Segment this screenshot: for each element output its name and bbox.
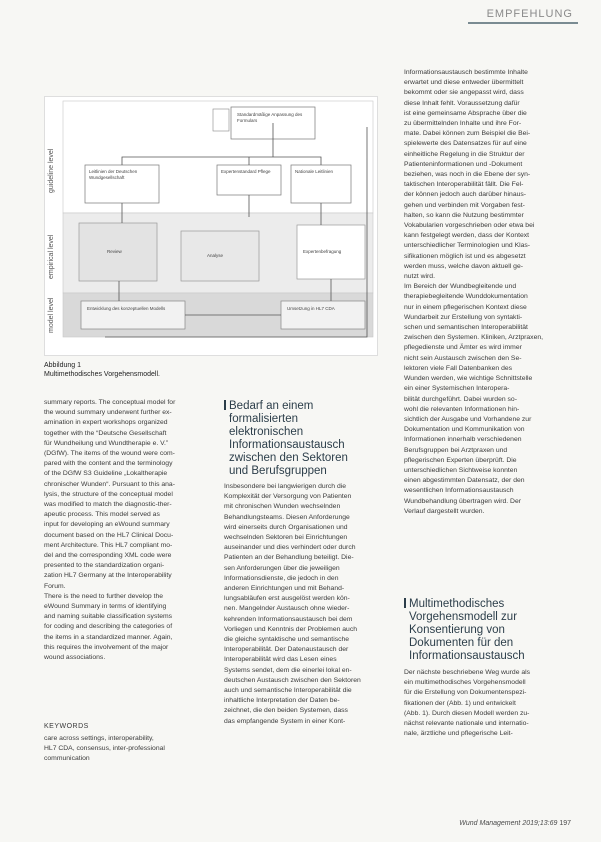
text-line: auseinander und dies verhindert oder durch xyxy=(224,544,356,552)
text-line: mit chronischen Wunden wechselnden xyxy=(224,503,341,511)
left-column xyxy=(44,398,204,663)
heading-line: Informationsaustausch xyxy=(409,650,525,662)
text-line: ein einer Systemischen Interopera- xyxy=(404,385,510,393)
text-line: Informationsaustausch bestimmte Inhalte xyxy=(404,69,528,76)
text-line: presented to the standardization organi- xyxy=(44,562,165,570)
text-line: beziehen, was noch in die Ebene der syn- xyxy=(404,171,531,179)
text-line: pared with the content and the terminology xyxy=(44,460,173,468)
section-heading-bedarf xyxy=(224,400,384,478)
text-line: Wunden werden, wie wichtige Schnittstelle xyxy=(404,375,533,383)
text-line: wound associations. xyxy=(44,654,106,662)
empirical-box-3: Expertenbefragung xyxy=(303,249,342,254)
text-line: schen und semantischen Interoperabilität xyxy=(404,324,528,332)
text-line: Insbesondere bei langwierigen durch die xyxy=(224,483,347,490)
text-line: deutschen Austausch zwischen den Sektoren xyxy=(224,676,361,684)
text-line: zeichnet, die den beiden Systemen, dass xyxy=(224,707,348,715)
text-line: document based on the HL7 Clinical Docu- xyxy=(44,531,174,539)
right-column-top xyxy=(404,68,574,517)
text-line: kann festgelegt werden, dass der Kontext xyxy=(404,232,530,240)
text-line: bilität durchgeführt. Dabei wurden so- xyxy=(404,395,517,403)
text-line: nächst relevante nationale und internatio- xyxy=(404,720,529,728)
text-line: nutzt wird. xyxy=(404,273,435,281)
text-line: wesentlichen Informationsaustausch xyxy=(404,487,514,495)
heading-line: Konsentierung von xyxy=(409,624,505,636)
heading-line: formalisierten xyxy=(229,413,299,425)
level-label-model: model level xyxy=(48,297,55,333)
heading-bar xyxy=(404,598,406,608)
text-line: Vorliegen und Kenntnis der Problemen auch xyxy=(224,625,358,633)
figure-caption-title: Abbildung 1 xyxy=(44,362,81,369)
section-header: EMPFEHLUNG xyxy=(486,8,573,20)
heading-line: Multimethodisches xyxy=(404,598,574,611)
heading-line: Dokumenten für den xyxy=(409,637,514,649)
text-line: together with the “Deutsche Gesellschaft xyxy=(44,429,167,437)
empirical-box-1: Review xyxy=(107,249,122,254)
text-line: unterschiedlicher Terminologien und Klas- xyxy=(404,242,531,250)
section-heading-vorgehensmodell xyxy=(404,598,574,663)
empirical-box-2: Analyse xyxy=(207,253,224,258)
heading-line: Vorgehensmodell zur xyxy=(409,611,518,623)
journal-ref: Wund Management 2019;13:69 xyxy=(459,820,558,827)
level-label-guideline: guideline level xyxy=(48,148,55,193)
top-box-label: Standardmäßige Anpassung des Formulars xyxy=(237,112,303,123)
text-line: Interoperabilität wird das Lesen eines xyxy=(224,656,337,664)
text-line: nur in einem pflegerischen Kontext diese xyxy=(404,303,527,311)
right-column-bottom xyxy=(404,668,574,739)
heading-bar xyxy=(224,400,226,410)
text-line: einheitliche Regelung in die Struktur der xyxy=(404,150,525,158)
text-line: wechselnden Sektoren bei Einrichtungen xyxy=(224,534,348,542)
keyword-line: care across settings, interoperability, xyxy=(44,735,154,742)
keywords-list xyxy=(44,734,204,765)
text-line: Im Bereich der Wundbegleitende und xyxy=(404,283,517,291)
text-line: gehen und verbinden mit Vorgaben fest- xyxy=(404,201,525,209)
text-line: Patienten an der Behandlung beteiligt. Die- xyxy=(224,554,354,562)
heading-line: Informationsaustausch xyxy=(229,439,345,451)
text-line: spielewerte des Datensatzes für auf eine xyxy=(404,140,527,148)
text-line: ment Architecture. This HL7 compliant mo- xyxy=(44,541,173,549)
text-line: bekommt oder sie angepasst wird, dass xyxy=(404,89,524,97)
text-line: (Abb. 1). Durch diesen Modell werden zu- xyxy=(404,709,530,717)
text-line: summary reports. The conceptual model for xyxy=(44,399,176,406)
text-line: There is the need to further develop the xyxy=(44,592,164,600)
middle-column xyxy=(224,482,384,727)
text-line: Berufsgruppen bei Arztpraxen und xyxy=(404,446,508,454)
text-line: auch und semantische Interoperabilität die xyxy=(224,687,352,695)
text-line: this requires the involvement of the major xyxy=(44,643,169,651)
text-line: Wundarbeit zur Erstellung von syntakti- xyxy=(404,313,523,321)
guideline-box-1: Leitlinien der Deutschen Wundgesellschaft xyxy=(89,169,138,180)
text-line: Informationsdienste, die jedoch in den xyxy=(224,574,339,582)
text-line: zwischen den Systemen. Kliniken, Arztpraxen, xyxy=(404,334,544,342)
text-line: einen abgestimmten Datensatz, der den xyxy=(404,477,525,485)
text-line: pflegerischen Experten überprüft. Die xyxy=(404,456,517,464)
text-line: fikationen der (Abb. 1) und entwickelt xyxy=(404,699,516,707)
text-line: inhaltliche Interpretation der Daten be- xyxy=(224,697,340,705)
text-line: nale, ärztliche und pflegerische Leit- xyxy=(404,730,513,738)
text-line: diese Inhalt fehlt. Voraussetzung dafür xyxy=(404,99,520,107)
text-line: chronischer Wunden“. Pursuant to this ana- xyxy=(44,480,175,488)
keyword-line: communication xyxy=(44,755,90,763)
text-line: lungsabläufen erst ausgelöst werden kön- xyxy=(224,595,350,603)
guideline-box-3: Nationale Leitlinien xyxy=(295,169,334,174)
text-line: sen Anforderungen über die jeweiligen xyxy=(224,564,340,572)
text-line: therapiebegleitende Wunddokumentation xyxy=(404,293,528,301)
text-line: für die Erstellung von Dokumentenspezi- xyxy=(404,689,527,697)
header-rule xyxy=(468,22,578,24)
heading-line: Bedarf an einem xyxy=(224,400,384,413)
text-line: werden muss, welche davon aktuell ge- xyxy=(404,262,524,270)
text-line: der können jedoch auch darüber hinaus- xyxy=(404,191,527,199)
level-label-empirical: empirical level xyxy=(48,234,55,279)
text-line: wohl die relevanten Informationen hin- xyxy=(404,405,520,413)
text-line: Verlauf dargestellt wurden. xyxy=(404,507,485,515)
text-line: Vokabularien vorgeschrieben oder etwa bei xyxy=(404,222,535,230)
text-line: ein multimethodisches Vorgehensmodell xyxy=(404,679,526,687)
text-line: kehrenden Informationsaustausch bei dem xyxy=(224,615,353,623)
text-line: zation HL7 Germany at the Interoperability xyxy=(44,572,172,580)
text-line: erwartet und diese entweder übermittelt xyxy=(404,79,524,87)
figure-1 xyxy=(44,96,378,356)
keyword-line: HL7 CDA, consensus, inter-professional xyxy=(44,745,165,753)
text-line: Behandlungsteams. Diesen Anforderunge xyxy=(224,513,350,521)
text-line: sifikationen möglich ist und es abgesetzt xyxy=(404,252,526,260)
text-line: taktischen Interoperabilität fällt. Die Fel- xyxy=(404,181,524,189)
text-line: unterschiedlichen Sichtweise konnten xyxy=(404,466,518,474)
text-line: pflegedienste und Ämter es wird immer xyxy=(404,344,522,352)
guideline-box-2: Expertenstandard Pflege xyxy=(221,169,271,174)
text-line: Wundbehandlung übertragen wird. Der xyxy=(404,497,522,505)
text-line: lysis, the structure of the conceptual model xyxy=(44,490,173,498)
text-line: input for developing an eWound summary xyxy=(44,521,170,529)
text-line: sichtlich der Ausgabe und Vorhandene zur xyxy=(404,415,532,423)
model-box-2: Umsetzung in HL7 CDA xyxy=(287,306,335,311)
text-line: (DGfW). The items of the wound were com- xyxy=(44,450,175,458)
text-line: nicht sein Austausch zwischen den Se- xyxy=(404,354,522,362)
text-line: apeutic process. This model served as xyxy=(44,511,160,519)
text-line: the wound summary underwent further ex- xyxy=(44,409,172,417)
text-line: das empfangende System in einer Kont- xyxy=(224,717,346,725)
page-number: 197 xyxy=(559,820,571,827)
document-icon xyxy=(213,109,229,131)
text-line: Dokumentation und Kommunikation von xyxy=(404,426,525,434)
text-line: Komplexität der Versorgung von Patienten xyxy=(224,493,352,501)
keywords-title: KEYWORDS xyxy=(44,723,89,730)
text-line: ist eine gemeinsame Absprache über die xyxy=(404,109,527,117)
text-line: wird einerseits durch Organisationen und xyxy=(224,523,348,531)
text-line: lektoren viele Fall Datenbanken des xyxy=(404,364,513,372)
text-line: Informationen innerhalb verschiedenen xyxy=(404,436,522,444)
text-line: die gleiche syntaktische und semantische xyxy=(224,636,350,644)
figure-caption-text: Multimethodisches Vorgehensmodell. xyxy=(44,371,160,378)
text-line: anderen Einrichtungen und mit Behand- xyxy=(224,585,345,593)
text-line: Der nächste beschriebene Weg wurde als xyxy=(404,669,531,676)
text-line: halten, so kann die Nutzung bestimmter xyxy=(404,211,524,219)
text-line: Forum. xyxy=(44,582,66,590)
text-line: for coding and describing the categories of xyxy=(44,623,173,631)
heading-line: zwischen den Sektoren xyxy=(229,452,348,464)
text-line: zu übermittelnden Inhalte und ihre For- xyxy=(404,120,522,128)
text-line: amination in expert workshops organized xyxy=(44,419,168,427)
text-line: Patienteninformationen und -Dokument xyxy=(404,160,523,168)
text-line: and naming suitable classification systems xyxy=(44,613,173,621)
text-line: Interoperabilität. Der Datenaustausch der xyxy=(224,646,349,654)
heading-line: elektronischen xyxy=(229,426,304,438)
heading-line: und Berufsgruppen xyxy=(229,465,327,477)
model-box-1: Entwicklung des konzeptuellen Modells xyxy=(87,306,166,311)
text-line: nen. Mangelnder Austausch ohne wieder- xyxy=(224,605,350,613)
page-footer xyxy=(459,820,571,827)
text-line: was modified to match the diagnostic-ther- xyxy=(44,501,172,509)
text-line: eWound Summary in terms of identifying xyxy=(44,603,167,611)
text-line: Systems sendet, dem die einerlei lokal en- xyxy=(224,666,352,674)
text-line: mate. Dabei können zum Beispiel die Bei- xyxy=(404,130,531,138)
text-line: of the DGfW S3 Guideline „Lokaltherapie xyxy=(44,470,168,478)
text-line: the items in a standardized manner. Again, xyxy=(44,633,173,641)
text-line: für Wundheilung und Wundtherapie e. V.” xyxy=(44,439,169,447)
text-line: del and the corresponding XML code were xyxy=(44,552,172,560)
